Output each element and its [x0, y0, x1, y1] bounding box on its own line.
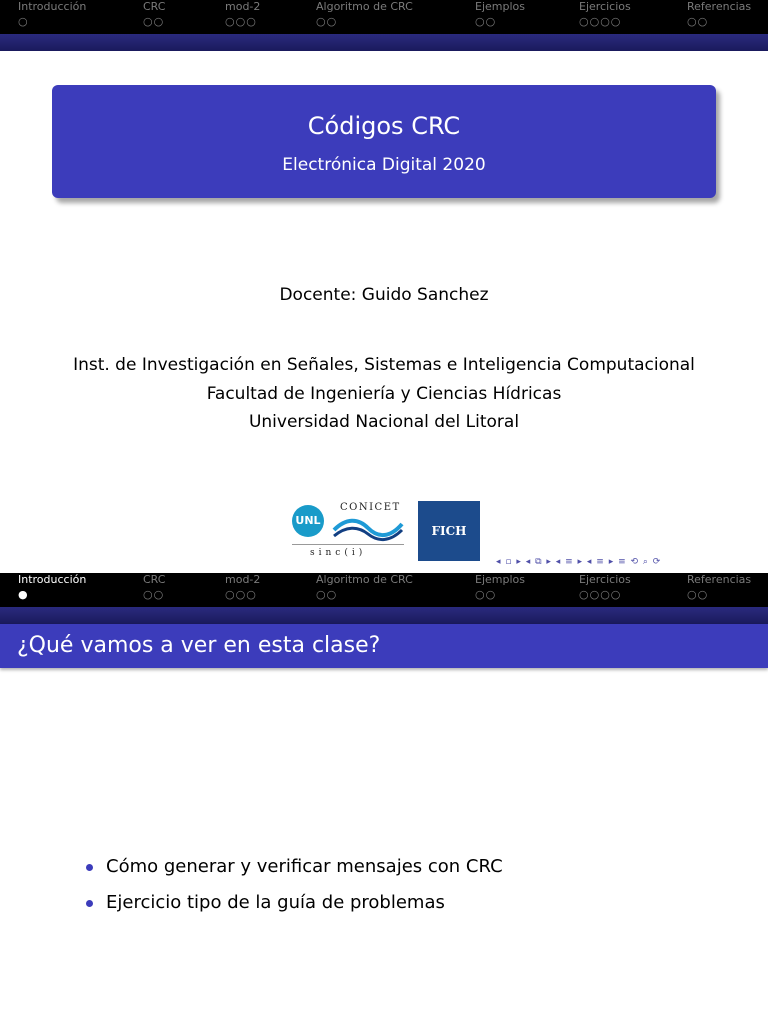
- bullet-text: Ejercicio tipo de la guía de problemas: [106, 892, 445, 913]
- list-item: [86, 849, 503, 885]
- nav-section-title: Ejemplos: [475, 0, 525, 13]
- nav-section-title: CRC: [143, 0, 166, 13]
- nav-section-dots: ○○: [687, 588, 709, 601]
- institute-line: Universidad Nacional del Litoral: [248, 412, 520, 432]
- bullet-text: Cómo generar y verificar mensajes con CRC: [106, 856, 503, 877]
- nav-section-title: Referencias: [687, 0, 752, 13]
- nav-section-dots: ○○: [475, 588, 497, 601]
- nav-section-dots: ○○: [316, 588, 338, 601]
- navigation-bar: [0, 573, 768, 607]
- nav-section-introduccion[interactable]: [18, 573, 86, 602]
- nav-section-algoritmo[interactable]: [316, 0, 413, 29]
- bullet-icon: [86, 864, 93, 871]
- nav-section-referencias[interactable]: [687, 0, 751, 29]
- nav-section-title: Introducción: [18, 573, 87, 586]
- nav-section-mod2[interactable]: [225, 0, 260, 29]
- institute-line: Facultad de Ingeniería y Ciencias Hídricas: [206, 384, 562, 404]
- frame-title-bar: [0, 624, 768, 668]
- author: Docente: Guido Sanchez: [279, 285, 489, 305]
- institute-line: Inst. de Investigación en Señales, Sistemas e Inteligencia Computacional: [73, 355, 695, 375]
- bullet-list: [86, 849, 503, 921]
- nav-section-title: Introducción: [18, 0, 87, 13]
- nav-section-ejercicios[interactable]: [579, 573, 631, 602]
- navigation-strip: [0, 34, 768, 51]
- nav-section-dots: ○○○○: [579, 15, 622, 28]
- nav-section-title: Algoritmo de CRC: [316, 0, 413, 13]
- nav-section-algoritmo[interactable]: [316, 573, 413, 602]
- logo-divider: [292, 544, 404, 545]
- nav-section-dots: ○○: [143, 15, 165, 28]
- navigation-strip: [0, 607, 768, 624]
- navigation-bar: [0, 0, 768, 34]
- bullet-icon: [86, 900, 93, 907]
- nav-section-title: Referencias: [687, 573, 752, 586]
- nav-section-dots: ○○: [687, 15, 709, 28]
- nav-section-title: Ejercicios: [579, 0, 631, 13]
- nav-section-ejemplos[interactable]: [475, 573, 525, 602]
- nav-section-title: Ejemplos: [475, 573, 525, 586]
- nav-section-ejemplos[interactable]: [475, 0, 525, 29]
- conicet-wave-icon: [332, 516, 404, 540]
- nav-section-introduccion[interactable]: [18, 0, 86, 29]
- sinc-logo: sinc(i): [310, 548, 367, 558]
- nav-section-dots: ○: [18, 15, 29, 28]
- nav-section-dots: ○○: [475, 15, 497, 28]
- nav-section-dots: ○○○: [225, 15, 257, 28]
- nav-section-referencias[interactable]: [687, 573, 751, 602]
- nav-section-title: Ejercicios: [579, 573, 631, 586]
- nav-section-title: CRC: [143, 573, 166, 586]
- beamer-navigation-controls[interactable]: ◂ ▫ ▸ ◂ ⧉ ▸ ◂ ≡ ▸ ◂ ≡ ▸ ≡ ⟲ ⌕ ⟳: [496, 557, 662, 567]
- nav-section-title: mod-2: [225, 0, 261, 13]
- nav-section-dots: ○○○: [225, 588, 257, 601]
- nav-section-title: Algoritmo de CRC: [316, 573, 413, 586]
- presentation-subtitle: Electrónica Digital 2020: [282, 155, 486, 175]
- nav-section-ejercicios[interactable]: [579, 0, 631, 29]
- institution-logos: [288, 500, 482, 562]
- conicet-logo-text: CONICET: [340, 502, 401, 513]
- nav-section-title: mod-2: [225, 573, 261, 586]
- nav-section-dots: ●: [18, 588, 29, 601]
- list-item: [86, 885, 503, 921]
- content-slide: [0, 573, 768, 1024]
- nav-section-mod2[interactable]: [225, 573, 260, 602]
- frame-title: ¿Qué vamos a ver en esta clase?: [17, 633, 381, 658]
- nav-section-dots: ○○: [143, 588, 165, 601]
- nav-section-dots: ○○: [316, 15, 338, 28]
- fich-logo: FICH: [418, 501, 480, 561]
- nav-section-dots: ○○○○: [579, 588, 622, 601]
- unl-logo: UNL: [292, 505, 324, 537]
- presentation-title: Códigos CRC: [307, 112, 461, 140]
- title-block: [52, 85, 716, 198]
- nav-section-crc[interactable]: [143, 0, 165, 29]
- nav-section-crc[interactable]: [143, 573, 165, 602]
